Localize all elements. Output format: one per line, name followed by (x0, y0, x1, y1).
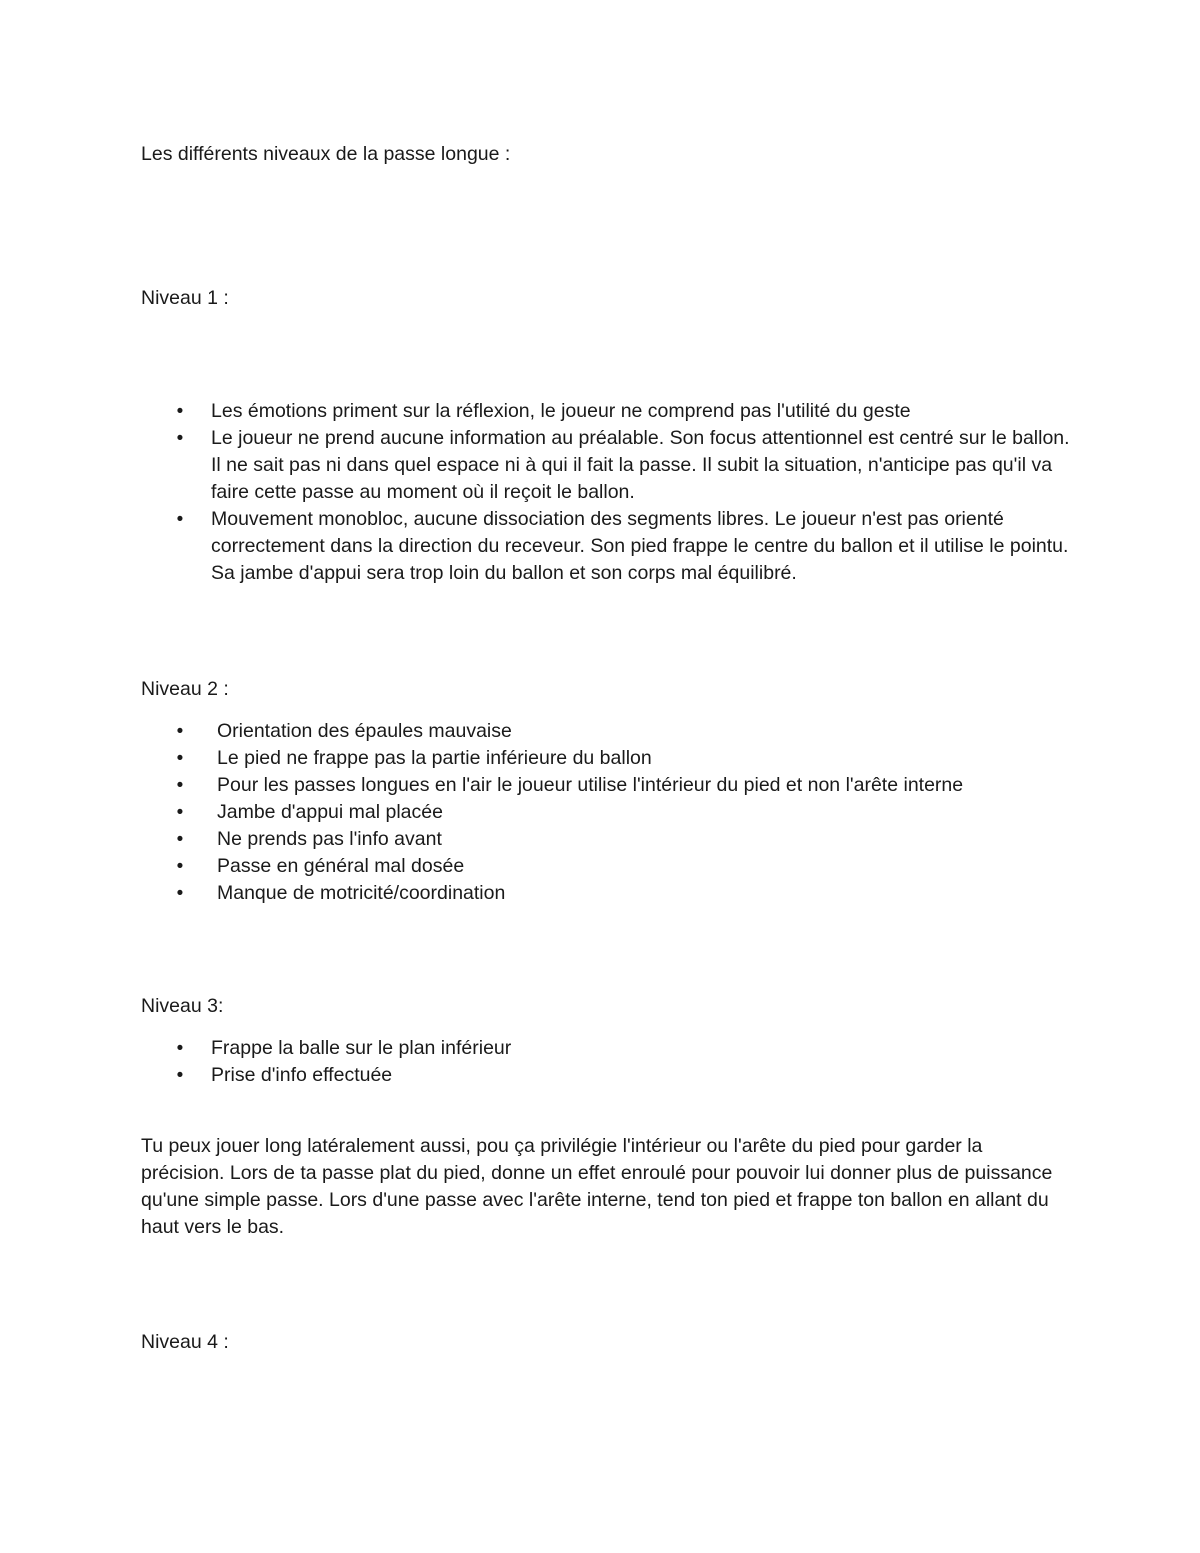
bullet-icon: • (176, 856, 184, 877)
list-item (0, 718, 1077, 745)
level-1-list (0, 398, 1071, 587)
list-item (0, 506, 1071, 587)
list-item (0, 1062, 1071, 1089)
list-item-text: Prise d'info effectuée (211, 1064, 393, 1086)
level-2-list (0, 718, 1077, 907)
list-item-text: Jambe d'appui mal placée (217, 801, 443, 823)
level-4-heading: Niveau 4 : (141, 1331, 229, 1353)
list-item-text: Le joueur ne prend aucune information au préalable. Son focus attentionnel est centré sur le ballon. Il ne sait pas ni dans quel espace ni à qui il fait la passe. Il subit la situation, n'anticipe pas qu'il va faire cette passe au moment où il reçoit le ballon. (211, 427, 1070, 503)
level-2-heading: Niveau 2 : (141, 678, 229, 700)
list-item (0, 1035, 1071, 1062)
list-item (0, 745, 1077, 772)
list-item-text: Le pied ne frappe pas la partie inférieure du ballon (217, 747, 652, 769)
list-item (0, 826, 1077, 853)
list-item-text: Mouvement monobloc, aucune dissociation des segments libres. Le joueur n'est pas orienté correctement dans la direction du receveur. Son pied frappe le centre du ballon et il utilise le pointu. Sa jambe d'appui sera trop loin du ballon et son corps mal équilibré. (211, 508, 1069, 584)
list-item-text: Manque de motricité/coordination (217, 882, 506, 904)
list-item (0, 425, 1071, 506)
bullet-icon: • (176, 1065, 184, 1086)
bullet-icon: • (176, 428, 184, 449)
list-item (0, 799, 1077, 826)
list-item (0, 772, 1077, 799)
list-item (0, 853, 1077, 880)
bullet-icon: • (176, 1038, 184, 1059)
bullet-icon: • (176, 775, 184, 796)
bullet-icon: • (176, 829, 184, 850)
list-item-text: Ne prends pas l'info avant (217, 828, 442, 850)
document-title: Les différents niveaux de la passe longue : (141, 143, 511, 165)
bullet-icon: • (176, 802, 184, 823)
list-item-text: Les émotions priment sur la réflexion, le joueur ne comprend pas l'utilité du geste (211, 400, 911, 422)
bullet-icon: • (176, 748, 184, 769)
list-item-text: Frappe la balle sur le plan inférieur (211, 1037, 512, 1059)
list-item (0, 880, 1077, 907)
list-item-text: Passe en général mal dosée (217, 855, 465, 877)
level-3-paragraph: Tu peux jouer long latéralement aussi, pou ça privilégie l'intérieur ou l'arête du pied pour garder la précision. Lors de ta passe plat du pied, donne un effet enroulé pour pouvoir lui donner plus de puissance qu'une simple passe. Lors d'une passe avec l'arête interne, tend ton pied et frappe ton ballon en allant du haut vers le bas. (141, 1135, 1053, 1238)
bullet-icon: • (176, 401, 184, 422)
bullet-icon: • (176, 883, 184, 904)
bullet-icon: • (176, 721, 184, 742)
list-item-text: Pour les passes longues en l'air le joueur utilise l'intérieur du pied et non l'arête interne (217, 774, 964, 796)
level-1-heading: Niveau 1 : (141, 287, 229, 309)
level-3-list (0, 1035, 1071, 1089)
level-3-heading: Niveau 3: (141, 995, 224, 1017)
list-item-text: Orientation des épaules mauvaise (217, 720, 512, 742)
bullet-icon: • (176, 509, 184, 530)
list-item (0, 398, 1071, 425)
